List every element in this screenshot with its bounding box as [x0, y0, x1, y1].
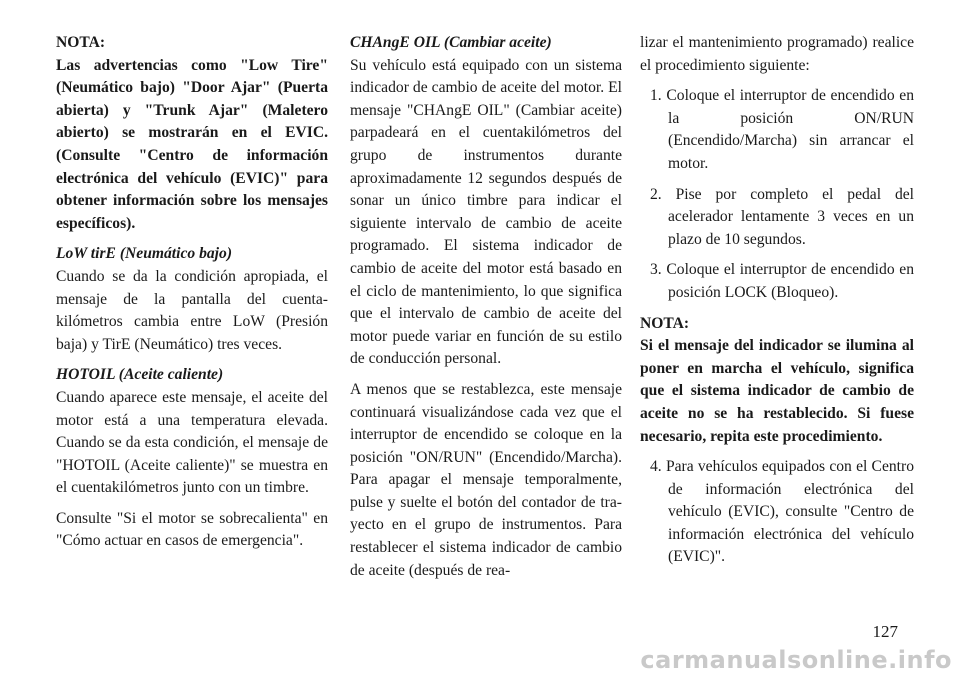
- step-item: [640, 259, 914, 304]
- step-item: [640, 184, 914, 252]
- step-text: Para vehículos equipados con el Centro de información electrónica del vehículo (EVIC), consulte "Centro de información electrónica del vehículo (EVIC)".: [665, 458, 914, 566]
- step-number: 1.: [650, 87, 662, 105]
- step-item: [640, 456, 914, 569]
- step-number: 3.: [650, 261, 662, 279]
- step-text: Pise por completo el pedal del acelerador lentamente 3 veces en un plazo de 10 segundos.: [668, 185, 914, 248]
- hotoil-paragraph: Cuando aparece este mensaje, el aceite del motor está a una temperatura elevada. Cuando se da esta condición, el mensaje de "HOTOIL (Aceite caliente)" se muestra en el cuentakilómetros junto con un timbre.: [56, 388, 328, 497]
- nota-text: Las advertencias como "Low Tire" (Neumático bajo) "Door Ajar" (Puerta abierta) y "Trunk Ajar" (Maletero abierto) se mostrarán en el EVIC. (Consulte "Centro de información electrónica del vehículo (EVIC)" para obtener información sobre los mensajes específicos).: [56, 56, 328, 232]
- change-oil-heading: CHAngE OIL (Cambiar aceite): [350, 34, 552, 51]
- page-number: 127: [872, 622, 898, 641]
- step-number: 4.: [650, 458, 662, 476]
- column-middle: [350, 32, 622, 590]
- nota-label: NOTA:: [56, 34, 106, 51]
- step-text: Coloque el interruptor de encendido en posición LOCK (Bloqueo).: [666, 261, 914, 301]
- change-oil-paragraph: Su vehículo está equipado con un sistema indicador de cambio de aceite del motor. El mensaje "CHAngE OIL" (Cambiar aceite) parpadeará en el cuentakilómetros del grupo de instrumentos durante aproximadamente 12 segundos después de sonar un único timbre para indicar el siguiente intervalo de cambio de aceite programado. El sistema indicador de cambio de aceite del motor está basado en el ciclo de mantenimiento, lo que significa que el intervalo de cambio de aceite del motor puede variar en función de su estilo de conducción personal.: [350, 56, 622, 368]
- nota-text-2: Si el mensaje del indicador se ilumina al poner en marcha el vehículo, significa que el sistema indicador de cambio de aceite no se ha restablecido. Si fuese necesario, repita este procedimiento.: [640, 337, 914, 445]
- consult-paragraph: Consulte "Si el motor se sobrecalienta" en "Cómo actuar en casos de emergencia".: [56, 509, 328, 550]
- column-left: [56, 32, 328, 561]
- lowtire-paragraph: Cuando se da la condición apropiada, el mensaje de la pantalla del cuentakilómetros cambia entre LoW (Presión baja) y TirE (Neumático) tres veces.: [56, 267, 328, 353]
- hotoil-heading: HOTOIL (Aceite caliente): [56, 366, 224, 384]
- reset-paragraph: A menos que se restablezca, este mensaje continuará visualizándose cada vez que el interruptor de encendido se coloque en la posición "ON/RUN" (Encendido/Marcha). Para apagar el mensaje temporalmente, pulse y suelte el botón del contador de trayecto en el grupo de instrumentos. Para restablecer el sistema indicador de cambio de aceite (después de rea-: [350, 380, 622, 579]
- nota-label-2: NOTA:: [640, 314, 690, 332]
- lowtire-heading: LoW tirE (Neumático bajo): [56, 245, 233, 263]
- column-right: [640, 32, 914, 577]
- watermark-text: carmanualsonline.info: [640, 646, 952, 674]
- continued-paragraph: lizar el mantenimiento programado) realice el procedimiento siguiente:: [640, 34, 914, 74]
- step-text: Coloque el interruptor de encendido en la posición ON/RUN (Encendido/Marcha) sin arrancar el motor.: [666, 87, 914, 172]
- step-number: 2.: [650, 185, 662, 203]
- step-item: [640, 85, 914, 175]
